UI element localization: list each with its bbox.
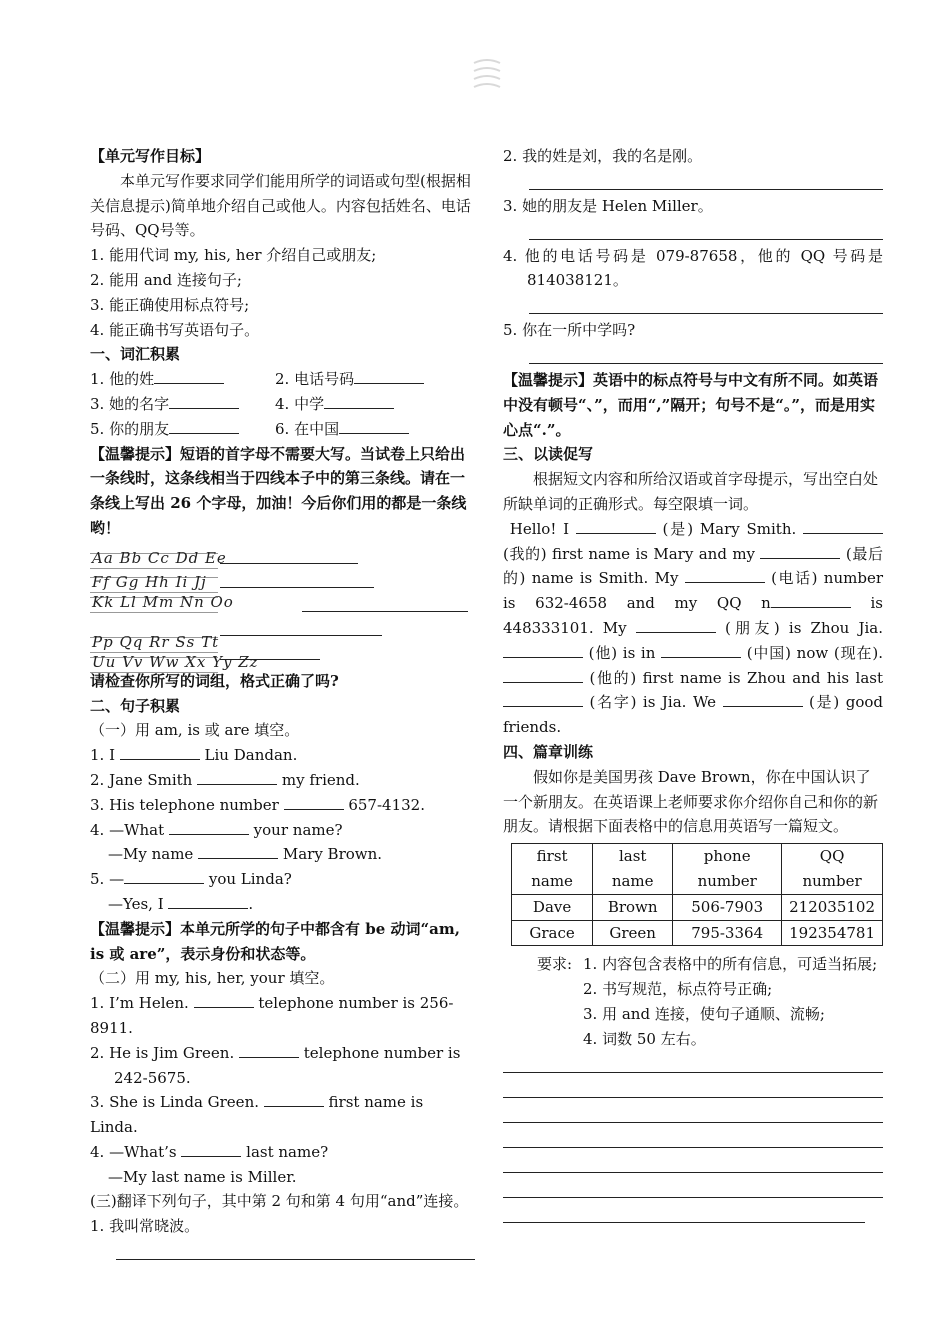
answer-line[interactable]: [529, 169, 883, 190]
read-intro: 根据短文内容和所给汉语或首字母提示，写出空白处所缺单词的正确形式。每空限填一词。: [503, 470, 879, 513]
table-cell: Grace: [512, 920, 593, 946]
tip-box: 【温馨提示】短语的首字母不需要大写。当试卷上只给出一条线时，这条线相当于四线本子中的第三条线。请在一条线上写出 26 个字母，加油！今后你们用的都是一条线哟！: [90, 444, 467, 537]
table-header-cell: last name: [593, 844, 673, 895]
translate-item: 5. 你在一所中学吗?: [503, 321, 636, 340]
info-table: [511, 843, 883, 946]
goal-item: 1. 能用代词 my, his, her 介绍自己或朋友;: [90, 246, 377, 265]
fill-item: 2. Jane Smith my friend.: [90, 770, 360, 789]
goal-text: 本单元写作要求同学们能用所学的词语或句型(根据相关信息提示)简单地介绍自己或他人。内容包括姓名、电话号码、QQ号等。: [90, 171, 471, 240]
vocab-row: [90, 367, 475, 392]
fill-item: 1. I’m Helen. telephone number is 256-8911.: [90, 994, 454, 1037]
table-header-cell: first name: [512, 844, 593, 895]
translate-item: 3. 她的朋友是 Helen Miller。: [503, 196, 713, 215]
alphabet-row: Aa Bb Cc Dd Ee: [92, 548, 227, 567]
translate-item: 2. 我的姓是刘，我的名是刚。: [503, 147, 703, 165]
fill-item: 3. She is Linda Green. first name is Linda.: [90, 1093, 424, 1137]
req-label: 要求:: [537, 955, 573, 974]
cloze-blank[interactable]: [803, 518, 883, 534]
answer-blank[interactable]: [169, 819, 249, 835]
goal-title: 【单元写作目标】: [90, 147, 211, 165]
writing-line[interactable]: [220, 659, 320, 660]
vocab-row: [90, 417, 475, 442]
vocab-prompt: 6. 在中国: [275, 419, 340, 438]
vocab-blank[interactable]: [339, 418, 409, 434]
sentence-title: 二、句子积累: [90, 696, 181, 715]
vocab-title: 一、词汇积累: [90, 345, 181, 364]
answer-line[interactable]: [116, 1239, 475, 1260]
alphabet-row: Uu Vv Ww Xx Yy Zz: [92, 652, 259, 671]
table-cell: 212035102: [782, 894, 883, 920]
answer-line[interactable]: [529, 293, 883, 314]
table-cell: 192354781: [782, 920, 883, 946]
cloze-blank[interactable]: [636, 617, 716, 633]
cloze-blank[interactable]: [503, 691, 583, 707]
essay-title: 四、篇章训练: [503, 742, 594, 761]
cloze-passage: Hello! I (是) Mary Smith. (我的) first name is Mary and my (最后的) name is Smith. My (电话) number is 632-4658 and my QQ n is 448333101. My (朋友) is Zhou Jia. (他) is in (中国) now (现在). (他的) first name is Zhou and his last (名字) is Jia. We (是) good friends.: [503, 519, 884, 737]
cloze-blank[interactable]: [576, 518, 656, 534]
table-cell: Dave: [512, 894, 593, 920]
req-item: 2. 书写规范，标点符号正确;: [583, 980, 773, 999]
part2-title: （二）用 my, his, her, your 填空。: [90, 969, 335, 988]
answer-blank[interactable]: [198, 843, 278, 859]
cloze-blank[interactable]: [685, 567, 765, 583]
answer-blank[interactable]: [284, 794, 344, 810]
answer-blank[interactable]: [194, 992, 254, 1008]
table-cell: 506-7903: [673, 894, 782, 920]
check-note: 请检查你所写的词组，格式正确了吗?: [90, 671, 339, 690]
writing-line[interactable]: [503, 1202, 865, 1223]
req-item: 1. 内容包含表格中的所有信息，可适当拓展;: [583, 955, 878, 974]
table-row: [512, 920, 883, 946]
vocab-prompt: 1. 他的姓: [90, 370, 155, 389]
answer-blank[interactable]: [181, 1141, 241, 1157]
answer-blank[interactable]: [168, 893, 248, 909]
read-title: 三、以读促写: [503, 445, 594, 464]
goal-item: 3. 能正确使用标点符号;: [90, 295, 250, 314]
vocab-blank[interactable]: [154, 368, 224, 384]
writing-line[interactable]: [503, 1127, 883, 1148]
alphabet-row: Ff Gg Hh Ii Jj: [92, 572, 207, 591]
alphabet-row: Kk Ll Mm Nn Oo: [92, 592, 234, 611]
cloze-blank[interactable]: [723, 691, 803, 707]
vocab-blank[interactable]: [324, 393, 394, 409]
answer-line[interactable]: [529, 219, 883, 240]
table-header-cell: phone number: [673, 844, 782, 895]
fill-item: 4. —What your name?: [90, 820, 343, 839]
part1-title: （一）用 am, is 或 are 填空。: [90, 721, 300, 740]
writing-line[interactable]: [503, 1152, 883, 1173]
answer-blank[interactable]: [239, 1042, 299, 1058]
table-cell: Brown: [593, 894, 673, 920]
goal-item: 2. 能用 and 连接句子;: [90, 270, 242, 289]
table-cell: Green: [593, 920, 673, 946]
vocab-prompt: 5. 你的朋友: [90, 419, 170, 438]
writing-line[interactable]: [220, 563, 358, 564]
watermark-logo: [470, 55, 504, 97]
fill-item: 3. His telephone number 657-4132.: [90, 795, 425, 814]
writing-line[interactable]: [503, 1077, 883, 1098]
writing-line[interactable]: [220, 635, 382, 636]
req-item: 3. 用 and 连接，使句子通顺、流畅;: [583, 1004, 825, 1023]
fill-item: —My last name is Miller.: [108, 1167, 297, 1186]
vocab-blank[interactable]: [169, 418, 239, 434]
handwriting-practice: [90, 543, 475, 669]
cloze-blank[interactable]: [661, 642, 741, 658]
cloze-blank[interactable]: [503, 642, 583, 658]
answer-blank[interactable]: [120, 744, 200, 760]
vocab-blank[interactable]: [169, 393, 239, 409]
writing-line[interactable]: [302, 611, 468, 612]
table-row: [512, 894, 883, 920]
essay-intro: 假如你是美国男孩 Dave Brown，你在中国认识了一个新朋友。在英语课上老师要求你介绍你自己和你的新朋友。请根据下面表格中的信息用英语写一篇短文。: [503, 767, 879, 836]
writing-line[interactable]: [503, 1102, 883, 1123]
cloze-blank[interactable]: [503, 667, 583, 683]
requirements: [503, 952, 883, 1051]
left-column: [90, 144, 475, 1264]
vocab-prompt: 3. 她的名字: [90, 394, 170, 413]
fill-item: 2. He is Jim Green. telephone number is 242-5675.: [90, 1043, 461, 1087]
tip-box: 【温馨提示】英语中的标点符号与中文有所不同。如英语中没有顿号“、”，而用“,”隔开；句号不是“。”，而是用实心点“.”。: [503, 370, 879, 439]
fill-item: 4. —What’s last name?: [90, 1142, 329, 1161]
answer-blank[interactable]: [197, 769, 277, 785]
cloze-blank[interactable]: [771, 592, 851, 608]
translate-item: 4. 他的电话号码是 079-87658，他的 QQ 号码是 814038121。: [503, 246, 883, 290]
table-header: [512, 844, 883, 895]
answer-blank[interactable]: [264, 1091, 324, 1107]
tip-box: 【温馨提示】本单元所学的句子中都含有 be 动词“am, is 或 are”，表示身份和状态等。: [90, 919, 460, 963]
answer-blank[interactable]: [124, 868, 204, 884]
answer-line[interactable]: [529, 343, 883, 364]
fill-item: —My name Mary Brown.: [108, 845, 383, 864]
vocab-prompt: 4. 中学: [275, 394, 325, 413]
right-column: [503, 144, 883, 1227]
req-item: 4. 词数 50 左右。: [583, 1029, 706, 1048]
fill-item: —Yes, I .: [108, 894, 254, 913]
goal-item: 4. 能正确书写英语句子。: [90, 320, 260, 339]
alphabet-row: Pp Qq Rr Ss Tt: [92, 632, 220, 651]
vocab-blank[interactable]: [354, 368, 424, 384]
vocab-prompt: 2. 电话号码: [275, 370, 355, 389]
table-header-cell: QQ number: [782, 844, 883, 895]
table-cell: 795-3364: [673, 920, 782, 946]
vocab-row: [90, 392, 475, 417]
writing-line[interactable]: [503, 1177, 883, 1198]
part3-title: (三)翻译下列句子，其中第 2 句和第 4 句用“and”连接。: [90, 1192, 469, 1211]
cloze-blank[interactable]: [760, 543, 840, 559]
writing-line[interactable]: [503, 1052, 883, 1073]
fill-item: 5. — you Linda?: [90, 870, 292, 889]
translate-item: 1. 我叫常晓波。: [90, 1217, 200, 1236]
writing-line[interactable]: [220, 587, 374, 588]
fill-item: 1. I Liu Dandan.: [90, 746, 298, 765]
